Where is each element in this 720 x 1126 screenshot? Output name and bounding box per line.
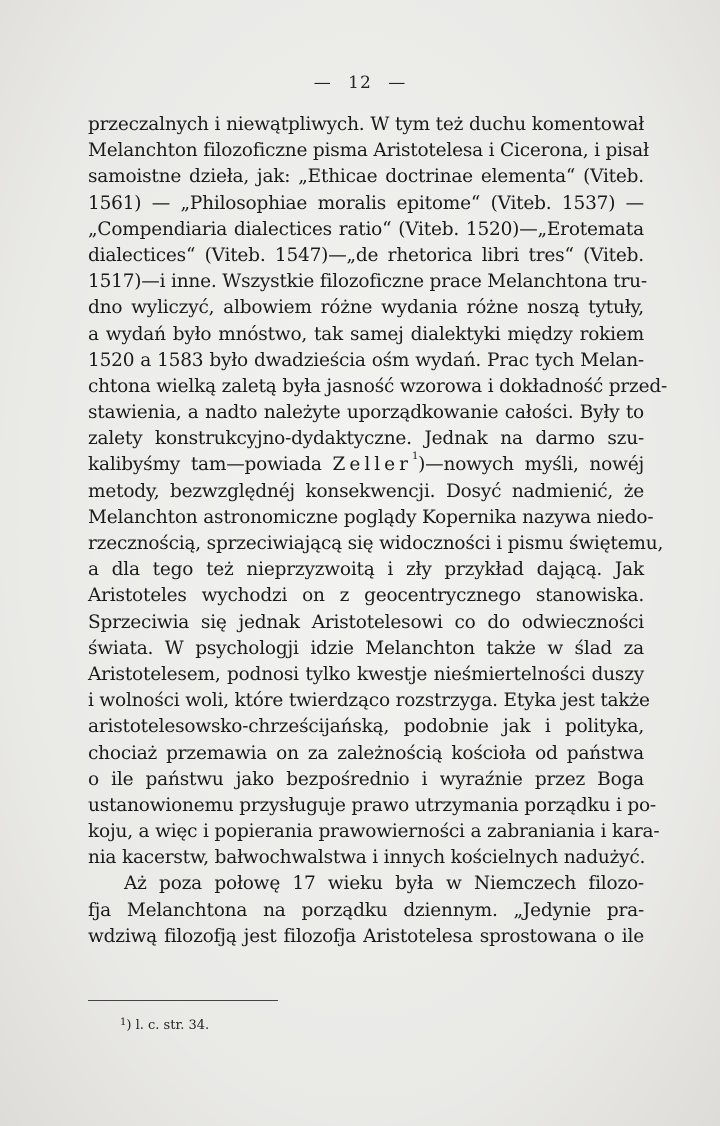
body-text: [88, 112, 668, 950]
text-line: Aristotelesem, podnosi tylko kwestje nieśmiertelności duszy: [88, 663, 644, 685]
text-line: aristotelesowsko-chrześcijańską, podobnie jak i polityka,: [88, 716, 644, 738]
footnote-text: ) l. c. str. 34.: [126, 1018, 210, 1033]
author-name-zeller: Zeller: [332, 454, 412, 476]
text-line: Aristoteles wychodzi on z geocentrycznego stanowiska.: [88, 585, 644, 607]
text-line: metody, bezwzględnéj konsekwencji. Dosyć nadmienić, że: [88, 480, 644, 502]
text-line: ustanowionemu przysługuje prawo utrzymania porządku i po-: [88, 794, 656, 816]
text-line: 1517)—i inne. Wszystkie filozoficzne prace Melanchtona tru-: [88, 271, 647, 293]
text-line: „Compendiaria dialectices ratio“ (Viteb. 1520)—„Erotemata: [88, 218, 644, 240]
text-line: dialectices“ (Viteb. 1547)—„de rhetorica libri tres“ (Viteb.: [88, 244, 644, 266]
footnote-reference: 1: [411, 451, 419, 463]
text-line: stawienia, a nadto należyte uporządkowanie całości. Były to: [88, 402, 644, 424]
text-line: przeczalnych i niewątpliwych. W tym też duchu komentował: [88, 114, 644, 135]
text-line: świata. W psychologji idzie Melanchton także w ślad za: [88, 637, 644, 659]
text-line: Melanchton astronomiczne poglądy Kopernika nazywa niedo-: [88, 506, 654, 528]
text-line: chociaż przemawia on za zależnością kościoła od państwa: [88, 742, 644, 764]
footnote-divider: [88, 1000, 278, 1001]
text-line: nia kacerstw, bałwochwalstwa i innych kościelnych nadużyć.: [88, 847, 646, 869]
text-line: samoistne dzieła, jak: „Ethicae doctrinae elementa“ (Viteb.: [88, 166, 644, 188]
page-header: [0, 73, 720, 93]
text-line: 1561) — „Philosophiae moralis epitome“ (Viteb. 1537) —: [88, 192, 644, 214]
header-dash-right: —: [388, 73, 407, 93]
footnote-mark: 1: [120, 1017, 127, 1028]
text-line: zalety konstrukcyjno-dydaktyczne. Jednak na darmo szu-: [88, 428, 644, 450]
text-line: wdziwą filozofją jest filozofja Aristotelesa sprostowana o ile: [88, 925, 644, 947]
paragraph-start-line: Aż poza połowę 17 wieku była w Niemczech filozo-: [124, 873, 644, 895]
text-line-zeller: [88, 452, 644, 478]
text-line: a dla tego też nieprzyzwoitą i zły przykład dającą. Jak: [88, 559, 644, 581]
zeller-line-before: kalibyśmy tam—powiada: [88, 454, 322, 476]
footnote: [120, 1018, 209, 1033]
text-line: i wolności woli, które twierdząco rozstrzyga. Etyka jest także: [88, 690, 650, 712]
text-line: a wydań było mnóstwo, tak samej dialektyki między rokiem: [88, 323, 644, 345]
header-dash-left: —: [313, 73, 332, 93]
text-line: chtona wielką zaletą była jasność wzorowa i dokładność przed-: [88, 375, 668, 397]
text-line: Melanchton filozoficzne pisma Aristotelesa i Cicerona, i pisał: [88, 140, 649, 162]
zeller-line-after: )—nowych myśli, nowéj: [418, 454, 644, 476]
text-line: dno wyliczyć, albowiem różne wydania różne noszą tytuły,: [88, 297, 644, 319]
text-line: koju, a więc i popierania prawowierności a zabraniania i kara-: [88, 821, 660, 843]
page-number: 12: [348, 73, 372, 93]
text-line: o ile państwu jako bezpośrednio i wyraźnie przez Boga: [88, 768, 644, 790]
text-line: 1520 a 1583 było dwadzieścia ośm wydań. Prac tych Melan-: [88, 349, 644, 371]
text-line: fja Melanchtona na porządku dziennym. „Jedynie pra-: [88, 899, 644, 921]
text-line: Sprzeciwia się jednak Aristotelesowi co do odwieczności: [88, 611, 644, 633]
text-line: rzecznością, sprzeciwiającą się widoczności i pismu świętemu,: [88, 533, 664, 554]
